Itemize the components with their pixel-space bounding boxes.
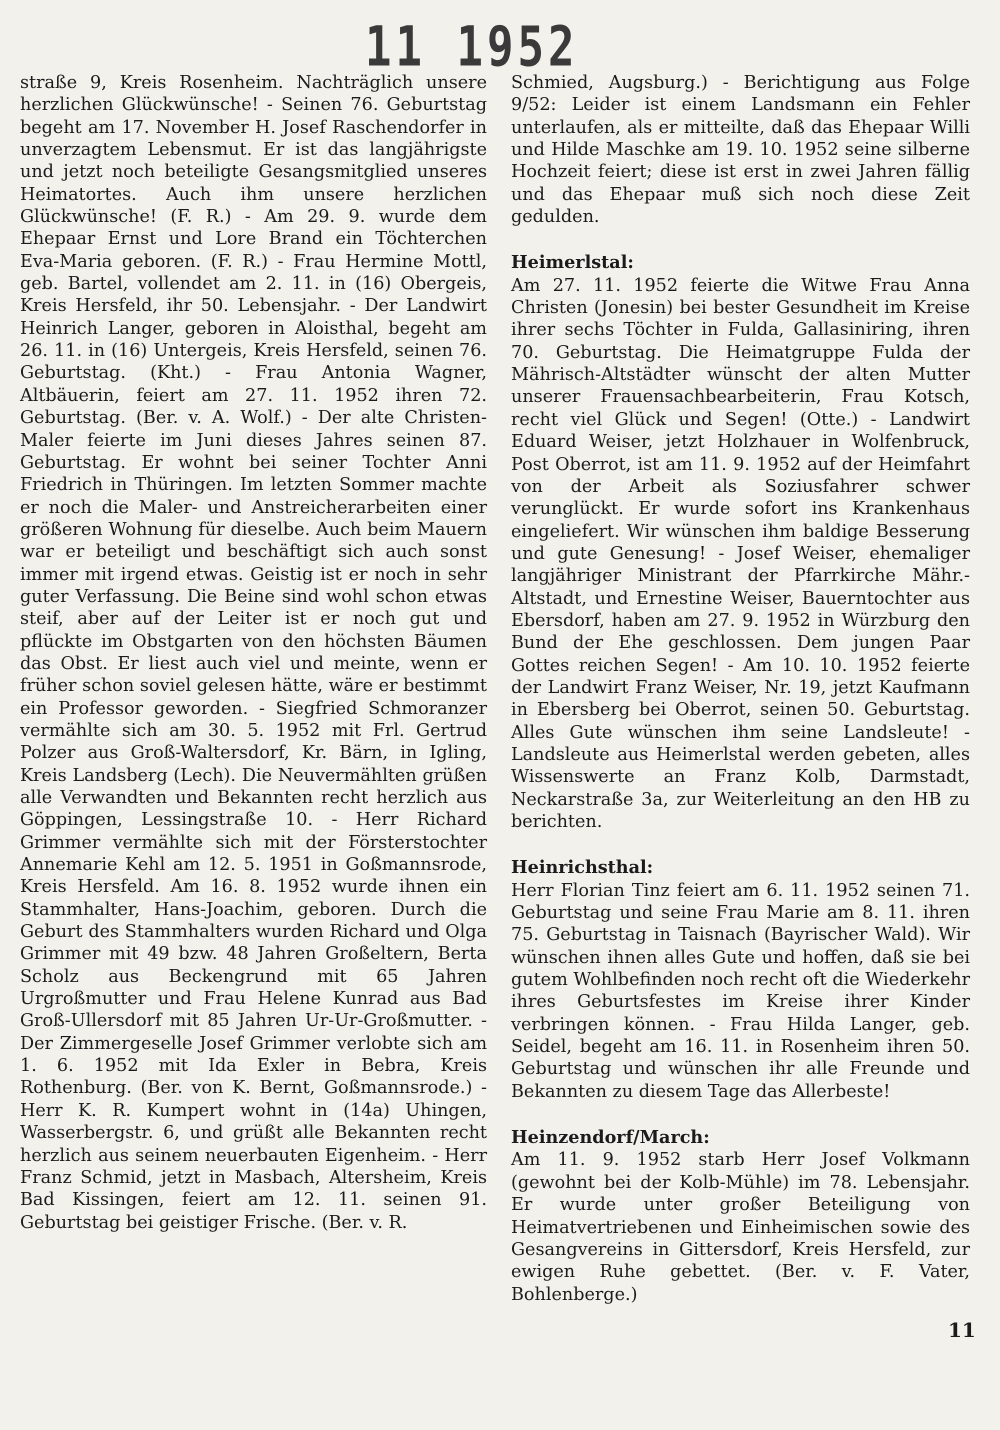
left-column-text: straße 9, Kreis Rosenheim. Nachträglich unsere herzlichen Glückwünsche! - Seinen 76. Geburtstag begeht am 17. November H. Josef Raschendorfer in unverzagtem Lebensmut. Er ist das langjährigste und jetzt noch beteiligte Gesangsmitglied unseres Heimatortes. Auch ihm unsere herzlichen Glückwünsche! (F. R.) - Am 29. 9. wurde dem Ehepaar Ernst und Lore Brand ein Töchterchen Eva-Maria geboren. (F. R.) - Frau Hermine Mottl, geb. Bartel, vollendet am 2. 11. in (16) Obergeis, Kreis Hersfeld, ihr 50. Lebensjahr. - Der Landwirt Heinrich Langer, geboren in Aloisthal, begeht am 26. 11. in (16) Untergeis, Kreis Hersfeld, seinen 76. Geburtstag. (Kht.) - Frau Antonia Wagner, Altbäuerin, feiert am 27. 11. 1952 ihren 72. Geburtstag. (Ber. v. A. Wolf.) - Der alte Christen-Maler feierte im Juni dieses Jahres seinen 87. Geburtstag. Er wohnt bei seiner Tochter Anni Friedrich in Thüringen. Im letzten Sommer machte er noch die Maler- und Anstreicherarbeiten einer größeren Wohnung für dieselbe. Auch beim Mauern war er beteiligt und beschäftigt sich auch sonst immer mit irgend etwas. Geistig ist er noch in sehr guter Verfassung. Die Beine sind wohl schon etwas steif, aber auf der Leiter ist er noch gut und pflückte im Obstgarten von den höchsten Bäumen das Obst. Er liest auch viel und meinte, wenn er früher schon soviel gelesen hätte, wäre er bestimmt ein Professor geworden. - Siegfried Schmoranzer vermählte sich am 30. 5. 1952 mit Frl. Gertrud Polzer aus Groß-Waltersdorf, Kr. Bärn, in Igling, Kreis Landsberg (Lech). Die Neuvermählten grüßen alle Verwandten und Bekannten recht herzlich aus Göppingen, Lessingstraße 10. - Herr Richard Grimmer vermählte sich mit der Försterstochter Annemarie Kehl am 12. 5. 1951 in Goßmannsrode, Kreis Hersfeld. Am 16. 8. 1952 wurde ihnen ein Stammhalter, Hans-Joachim, geboren. Durch die Geburt des Stammhalters wurden Richard und Olga Grimmer mit 49 bzw. 48 Jahren Großeltern, Berta Scholz aus Beckengrund mit 65 Jahren Urgroßmutter und Frau Helene Kunrad aus Bad Groß-Ullersdorf mit 85 Jahren Ur-Ur-Großmutter. - Der Zimmergeselle Josef Grimmer verlobte sich am 1. 6. 1952 mit Ida Exler in Bebra, Kreis Rothenburg. (Ber. von K. Bernt, Goßmannsrode.) - Herr K. R. Kumpert wohnt in (14a) Uhingen, Wasserbergstr. 6, und grüßt alle Bekannten recht herzlich aus seinem neuerbauten Eigenheim. - Herr Franz Schmid, jetzt in Masbach, Altersheim, Kreis Bad Kissingen, feiert am 12. 11. seinen 91. Geburtstag bei geistiger Frische. (Ber. v. R. xyxy=(20,73,487,1233)
right-column-intro: Schmied, Augsburg.) - Berichtigung aus Folge 9/52: Leider ist einem Landsmann ein Fehler unterlaufen, als er mitteilte, daß das Ehepaar Willi und Hilde Maschke am 19. 10. 1952 seine silberne Hochzeit feiert; diese ist erst in zwei Jahren fällig und das Ehepaar muß sich noch diese Zeit gedulden. xyxy=(511,73,970,228)
section-body-heinrichsthal: Herr Florian Tinz feiert am 6. 11. 1952 seinen 71. Geburtstag und seine Frau Marie am 8. 11. ihren 75. Geburtstag in Taisnach (Bayrischer Wald). Wir wünschen ihnen alles Gute und hoffen, daß sie bei gutem Wohlbefinden noch recht oft die Wiederkehr ihres Geburtsfestes im Kreise ihrer Kinder verbringen können. - Frau Hilda Langer, geb. Seidel, begeht am 16. 11. in Rosenheim ihren 50. Geburtstag und wünschen ihr alle Freunde und Bekannten zu diesem Tage das Allerbeste! xyxy=(511,880,970,1102)
date-stamp: 11 1952 xyxy=(365,15,579,80)
section-heading-heimerlstal: Heimerlstal: xyxy=(511,252,634,274)
right-column xyxy=(511,72,970,1306)
section-body-heinzendorf: Am 11. 9. 1952 starb Herr Josef Volkmann (gewohnt bei der Kolb-Mühle) im 78. Lebensjahr. Er wurde unter großer Beteiligung von Heimatvertriebenen und Einheimischen sowie des Gesangvereins in Gittersdorf, Kreis Hersfeld, zur ewigen Ruhe gebettet. (Ber. v. F. Vater, Bohlenberge.) xyxy=(511,1150,970,1305)
page-number: 11 xyxy=(948,1318,976,1342)
section-heading-heinrichsthal: Heinrichsthal: xyxy=(511,857,654,879)
left-column xyxy=(20,72,487,1234)
section-heading-heinzendorf: Heinzendorf/March: xyxy=(511,1127,710,1149)
section-body-heimerlstal: Am 27. 11. 1952 feierte die Witwe Frau Anna Christen (Jonesin) bei bester Gesundheit im Kreise ihrer sechs Töchter in Fulda, Gallasiniring, ihren 70. Geburtstag. Die Heimatgruppe Fulda der Mährisch-Altstädter wünscht der alten Mutter unserer Frauensachbearbeiterin, Frau Kotsch, recht viel Glück und Segen! (Otte.) - Landwirt Eduard Weiser, jetzt Holzhauer in Wolfenbruck, Post Oberrot, ist am 11. 9. 1952 auf der Heimfahrt von der Arbeit als Soziusfahrer schwer verunglückt. Er wurde sofort ins Krankenhaus eingeliefert. Wir wünschen ihm baldige Besserung und gute Genesung! - Josef Weiser, ehemaliger langjähriger Ministrant der Pfarrkirche Mähr.-Altstadt, und Ernestine Weiser, Bauerntochter aus Ebersdorf, haben am 27. 9. 1952 in Würzburg den Bund der Ehe geschlossen. Dem jungen Paar Gottes reichen Segen! - Am 10. 10. 1952 feierte der Landwirt Franz Weiser, Nr. 19, jetzt Kaufmann in Ebersberg bei Oberrot, seinen 50. Geburtstag. Alles Gute wünschen ihm seine Landsleute! - Landsleute aus Heimerlstal werden gebeten, alles Wissenswerte an Franz Kolb, Darmstadt, Neckarstraße 3a, zur Weiterleitung an den HB zu berichten. xyxy=(511,275,970,832)
